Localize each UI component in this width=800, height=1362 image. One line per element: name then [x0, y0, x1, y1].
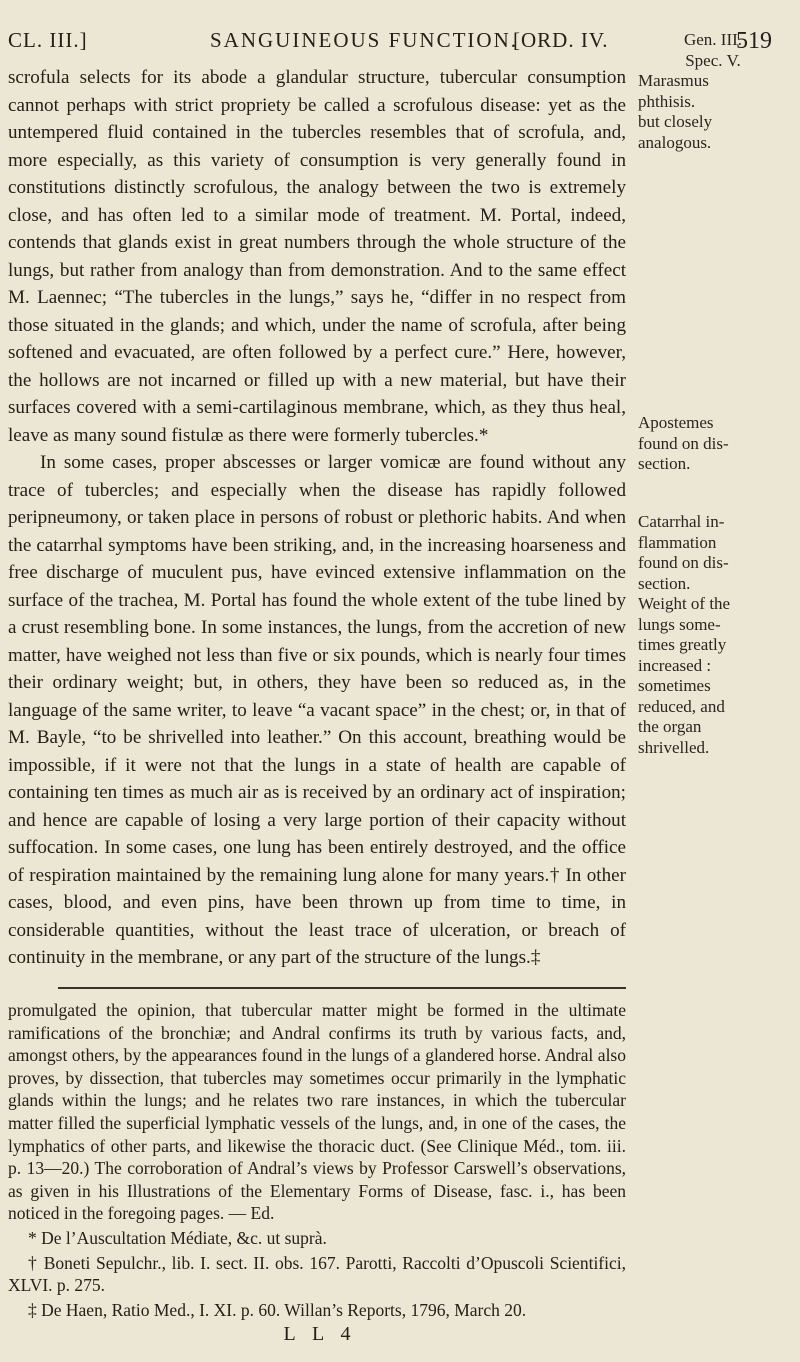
signature-mark: L L 4 — [283, 1323, 357, 1345]
sidenote-line: phthisis. — [638, 91, 696, 111]
sidenote-apostemes — [638, 413, 798, 475]
footnote-1: * De l’Auscultation Médiate, &c. ut suprà. — [28, 1227, 327, 1248]
sidenote-line: shrivelled. — [638, 737, 710, 757]
sidenote-line: increased : — [638, 655, 712, 675]
main-text — [8, 64, 626, 972]
paragraph-abscesses: In some cases, proper abscesses or larger vomicæ are found without any trace of tubercles; and especially when the disease has rapidly followed peripneumony, or taken place in persons of robust or plethoric habits. And when the catarrhal symptoms have been striking, and, in the increasing hoarseness and free discharge of muculent pus, have evinced extensive inflammation on the surface of the trachea, M. Portal has found the whole extent of the tube lined by a crust resembling bone. In some instances, the lungs, from the accretion of new matter, have weighed not less than five or six pounds, which is nearly four times their ordinary weight; but, in others, they have been so reduced as, in the language of the same writer, to leave “a vacant space” in the chest; or, in that of M. Bayle, “to be shrivelled into leather.” On this account, breathing would be impossible, if it were not that the lungs in a state of health are capable of containing ten times as much air as is received by an ordinary act of inspiration; and hence are capable of losing a very large portion of their capacity without suffocation. In some cases, one lung has been entirely destroyed, and the office of respiration maintained by the remaining lung alone for many years.† In other cases, blood, and even pins, have been thrown up from time to time, in considerable quantities, without the least trace of ulceration, or breach of continuity in the membrane, or any part of the structure of the lungs.‡ — [8, 452, 626, 968]
page-number: 519 — [736, 28, 772, 54]
footnote-2: † Boneti Sepulchr., lib. I. sect. II. obs. 167. Parotti, Raccolti d’Opuscoli Scientifici, XLVI. p. 275. — [8, 1252, 626, 1296]
sidenote-line: section. — [638, 454, 691, 473]
sidenote-line: found on dis- — [638, 553, 729, 572]
sidenote-line: the organ — [638, 717, 702, 736]
sidenote-line: reduced, and — [638, 696, 725, 716]
running-title: SANGUINEOUS FUNCTION. — [210, 28, 519, 52]
sidenote-line: analogous. — [638, 132, 712, 152]
sidenote-line: times greatly — [638, 635, 727, 654]
sidenote-line: Apostemes — [638, 413, 714, 432]
sidenote-genus — [638, 30, 798, 153]
footnotes — [8, 999, 626, 1321]
order-label: [ORD. IV. — [513, 28, 609, 52]
sidenote-genus-line: Gen. III. — [683, 30, 743, 49]
footnote-continued: promulgated the opinion, that tubercular matter might be formed in the ultimate ramifications of the bronchiæ; and Andral confirms its truth by various facts, and, amongst others, by the appearances found in the lungs of a glandered horse. Andral also proves, by dissection, that tubercles may sometimes occur primarily in the lymphatic glands within the lungs; and he relates two rare instances, in which the tubercular matter filled the superficial lymphatic vessels of the lungs, and, in one of the cases, the lymphatics of other parts, and likewise the thoracic duct. (See Clinique Méd., tom. iii. p. 13—20.) The corroboration of Andral’s views by Professor Carswell’s observations, as given in his Illustrations of the Elementary Forms of Disease, fasc. i., has been noticed in the foregoing pages. — Ed. — [8, 1000, 626, 1224]
sidenote-catarrhal — [638, 512, 798, 758]
sidenote-line: Catarrhal in- — [638, 512, 725, 531]
sidenote-line: Weight of the — [638, 594, 731, 613]
sidenote-line: found on dis- — [638, 433, 729, 453]
paragraph-tubercular-consumption: scrofula selects for its abode a glandular structure, tubercular consumption cannot perhaps with strict propriety be called a scrofulous disease: yet as the untempered fluid contained in the tubercles resembles that of scrofula, and, more especially, as this variety of consumption is very generally found in constitutions distinctly scrofulous, the analogy between the two is extremely close, and has often led to a similar mode of treatment. M. Portal, indeed, contends that glands exist in great numbers through the whole structure of the lungs, but rather from analogy than from demonstration. And to the same effect M. Laennec; “The tubercles in the lungs,” says he, “differ in no respect from those situated in the glands; and which, under the name of scrofula, after being softened and evacuated, are often followed by a perfect cure.” Here, however, the hollows are not incarned or filled up with a new material, but have their surfaces covered with a semi-cartilaginous membrane, which, as they thus heal, leave as many sound fistulæ as there were formerly tubercles.* — [8, 67, 626, 446]
sidenote-line: sometimes — [638, 676, 711, 695]
sidenote-line: flammation — [638, 532, 717, 552]
sidenote-line: Marasmus — [638, 71, 709, 90]
chapter-label: CL. III.] — [8, 28, 88, 52]
sidenote-species-line: Spec. V. — [685, 50, 741, 70]
sidenote-line: lungs some- — [638, 614, 721, 634]
footnote-divider — [58, 987, 626, 989]
sidenote-line: but closely — [638, 112, 713, 131]
sidenote-line: section. — [638, 573, 691, 593]
footnote-3: ‡ De Haen, Ratio Med., I. XI. p. 60. Willan’s Reports, 1796, March 20. — [28, 1299, 527, 1320]
